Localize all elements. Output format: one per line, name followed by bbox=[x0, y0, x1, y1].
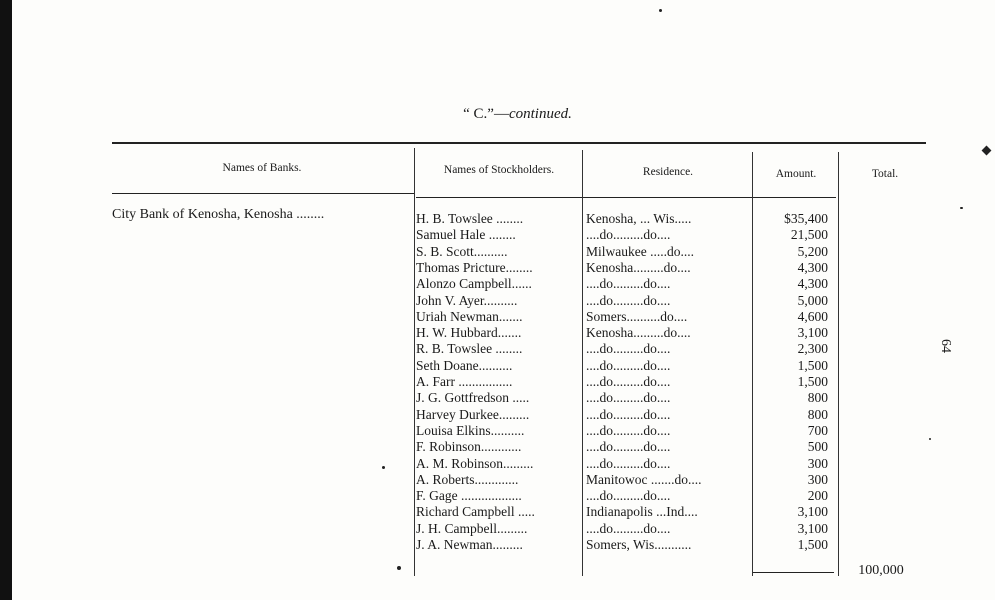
stockholder-name: H. B. Towslee ........ bbox=[416, 211, 524, 226]
stockholder-name: R. B. Towslee ........ bbox=[416, 341, 523, 357]
table-row bbox=[0, 325, 995, 341]
amount: 800 bbox=[807, 390, 828, 406]
table-row bbox=[0, 488, 995, 504]
stockholder-name: Richard Campbell ..... bbox=[416, 504, 535, 520]
amount: 1,500 bbox=[797, 357, 828, 373]
residence: Milwaukee .....do.... bbox=[586, 243, 694, 259]
header-banks: Names of Banks. bbox=[222, 162, 302, 174]
table-row bbox=[0, 407, 995, 423]
heading-prefix: “ C.”— bbox=[463, 106, 509, 122]
amount: 4,300 bbox=[797, 276, 828, 292]
amount: 200 bbox=[807, 488, 828, 504]
amount: 3,100 bbox=[797, 325, 828, 341]
amount: 1,500 bbox=[797, 537, 828, 552]
top-rule bbox=[112, 142, 926, 144]
table-row bbox=[0, 260, 995, 276]
amount: 21,500 bbox=[790, 227, 828, 243]
table-row bbox=[0, 341, 995, 357]
stockholder-name: H. W. Hubbard....... bbox=[416, 325, 522, 341]
scan-speck bbox=[982, 146, 992, 156]
stockholder-name: Harvey Durkee......... bbox=[416, 406, 530, 422]
residence: ....do.........do.... bbox=[586, 341, 671, 357]
stockholder-name: A. Farr ................ bbox=[416, 374, 513, 389]
table-row bbox=[0, 227, 995, 243]
margin-page-number: 64 bbox=[938, 339, 953, 353]
residence: Manitowoc .......do.... bbox=[586, 471, 702, 487]
scan-speck bbox=[960, 207, 963, 209]
residence: ....do.........do.... bbox=[586, 520, 671, 536]
residence: ....do.........do.... bbox=[586, 227, 671, 243]
table-row bbox=[0, 276, 995, 292]
table-row bbox=[0, 537, 995, 553]
stockholder-name: Samuel Hale ........ bbox=[416, 227, 516, 243]
table-row bbox=[0, 521, 995, 537]
table-row bbox=[0, 456, 995, 472]
residence: ....do.........do.... bbox=[586, 488, 671, 504]
table-row bbox=[0, 244, 995, 260]
residence: ....do.........do.... bbox=[586, 292, 671, 308]
stockholder-name: F. Robinson............ bbox=[416, 439, 522, 455]
header-stockholders: Names of Stockholders. bbox=[443, 164, 555, 176]
residence: ....do.........do.... bbox=[586, 357, 671, 373]
table-row bbox=[0, 211, 995, 227]
amount: 500 bbox=[807, 439, 828, 455]
heading-continued: continued. bbox=[508, 106, 572, 122]
total-amount: 100,000 bbox=[858, 563, 904, 578]
residence: Somers..........do.... bbox=[586, 308, 688, 324]
residence: Kenosha, ... Wis..... bbox=[586, 211, 692, 226]
table-row bbox=[0, 309, 995, 325]
table-row bbox=[0, 293, 995, 309]
residence: Somers, Wis........... bbox=[586, 537, 692, 552]
amount: 300 bbox=[807, 471, 828, 487]
residence: ....do.........do.... bbox=[586, 276, 671, 292]
amount: 700 bbox=[807, 422, 828, 438]
header-residence: Residence. bbox=[642, 166, 694, 178]
residence: ....do.........do.... bbox=[586, 455, 671, 471]
amount: $35,400 bbox=[784, 211, 828, 226]
header-amount: Amount. bbox=[775, 168, 817, 180]
table-row bbox=[0, 390, 995, 406]
scan-speck bbox=[659, 9, 662, 12]
stockholder-name: Louisa Elkins.......... bbox=[416, 422, 525, 438]
amount: 5,000 bbox=[797, 292, 828, 308]
stockholder-name: J. H. Campbell......... bbox=[416, 520, 528, 536]
header-total: Total. bbox=[871, 168, 899, 180]
residence: Indianapolis ...Ind.... bbox=[586, 504, 698, 520]
table-row bbox=[0, 439, 995, 455]
stockholder-name: S. B. Scott.......... bbox=[416, 243, 508, 259]
residence: ....do.........do.... bbox=[586, 374, 671, 389]
scan-speck bbox=[397, 566, 401, 570]
page-heading bbox=[0, 106, 995, 123]
bank-name: City Bank of Kenosha, Kenosha ........ bbox=[112, 207, 325, 222]
stockholder-name: Thomas Pricture........ bbox=[416, 259, 533, 275]
stockholder-name: Alonzo Campbell...... bbox=[416, 276, 532, 292]
amount: 800 bbox=[807, 406, 828, 422]
amount: 1,500 bbox=[797, 374, 828, 389]
stockholder-name: Uriah Newman....... bbox=[416, 308, 523, 324]
residence: ....do.........do.... bbox=[586, 439, 671, 455]
header-rule-right bbox=[416, 197, 836, 198]
stockholder-name: J. G. Gottfredson ..... bbox=[416, 390, 530, 406]
residence: ....do.........do.... bbox=[586, 422, 671, 438]
sum-rule bbox=[752, 572, 834, 573]
stockholder-name: F. Gage .................. bbox=[416, 488, 522, 504]
residence: Kenosha.........do.... bbox=[586, 325, 691, 341]
scan-speck bbox=[382, 466, 385, 469]
residence: ....do.........do.... bbox=[586, 390, 671, 406]
amount: 3,100 bbox=[797, 504, 828, 520]
residence: Kenosha.........do.... bbox=[586, 259, 691, 275]
scan-speck bbox=[929, 438, 931, 440]
table-row bbox=[0, 423, 995, 439]
amount: 4,600 bbox=[797, 308, 828, 324]
stockholder-name: A. Roberts............. bbox=[416, 471, 519, 487]
header-rule-left bbox=[112, 193, 414, 194]
residence: ....do.........do.... bbox=[586, 406, 671, 422]
table-row bbox=[0, 504, 995, 520]
table-row bbox=[0, 358, 995, 374]
amount: 4,300 bbox=[797, 259, 828, 275]
table-row bbox=[0, 374, 995, 390]
amount: 3,100 bbox=[797, 520, 828, 536]
stockholder-name: Seth Doane.......... bbox=[416, 357, 513, 373]
stockholder-name: A. M. Robinson......... bbox=[416, 455, 534, 471]
amount: 300 bbox=[807, 455, 828, 471]
table-row bbox=[0, 472, 995, 488]
stockholder-name: J. A. Newman......... bbox=[416, 537, 523, 552]
amount: 2,300 bbox=[797, 341, 828, 357]
stockholder-name: John V. Ayer.......... bbox=[416, 292, 518, 308]
amount: 5,200 bbox=[797, 243, 828, 259]
